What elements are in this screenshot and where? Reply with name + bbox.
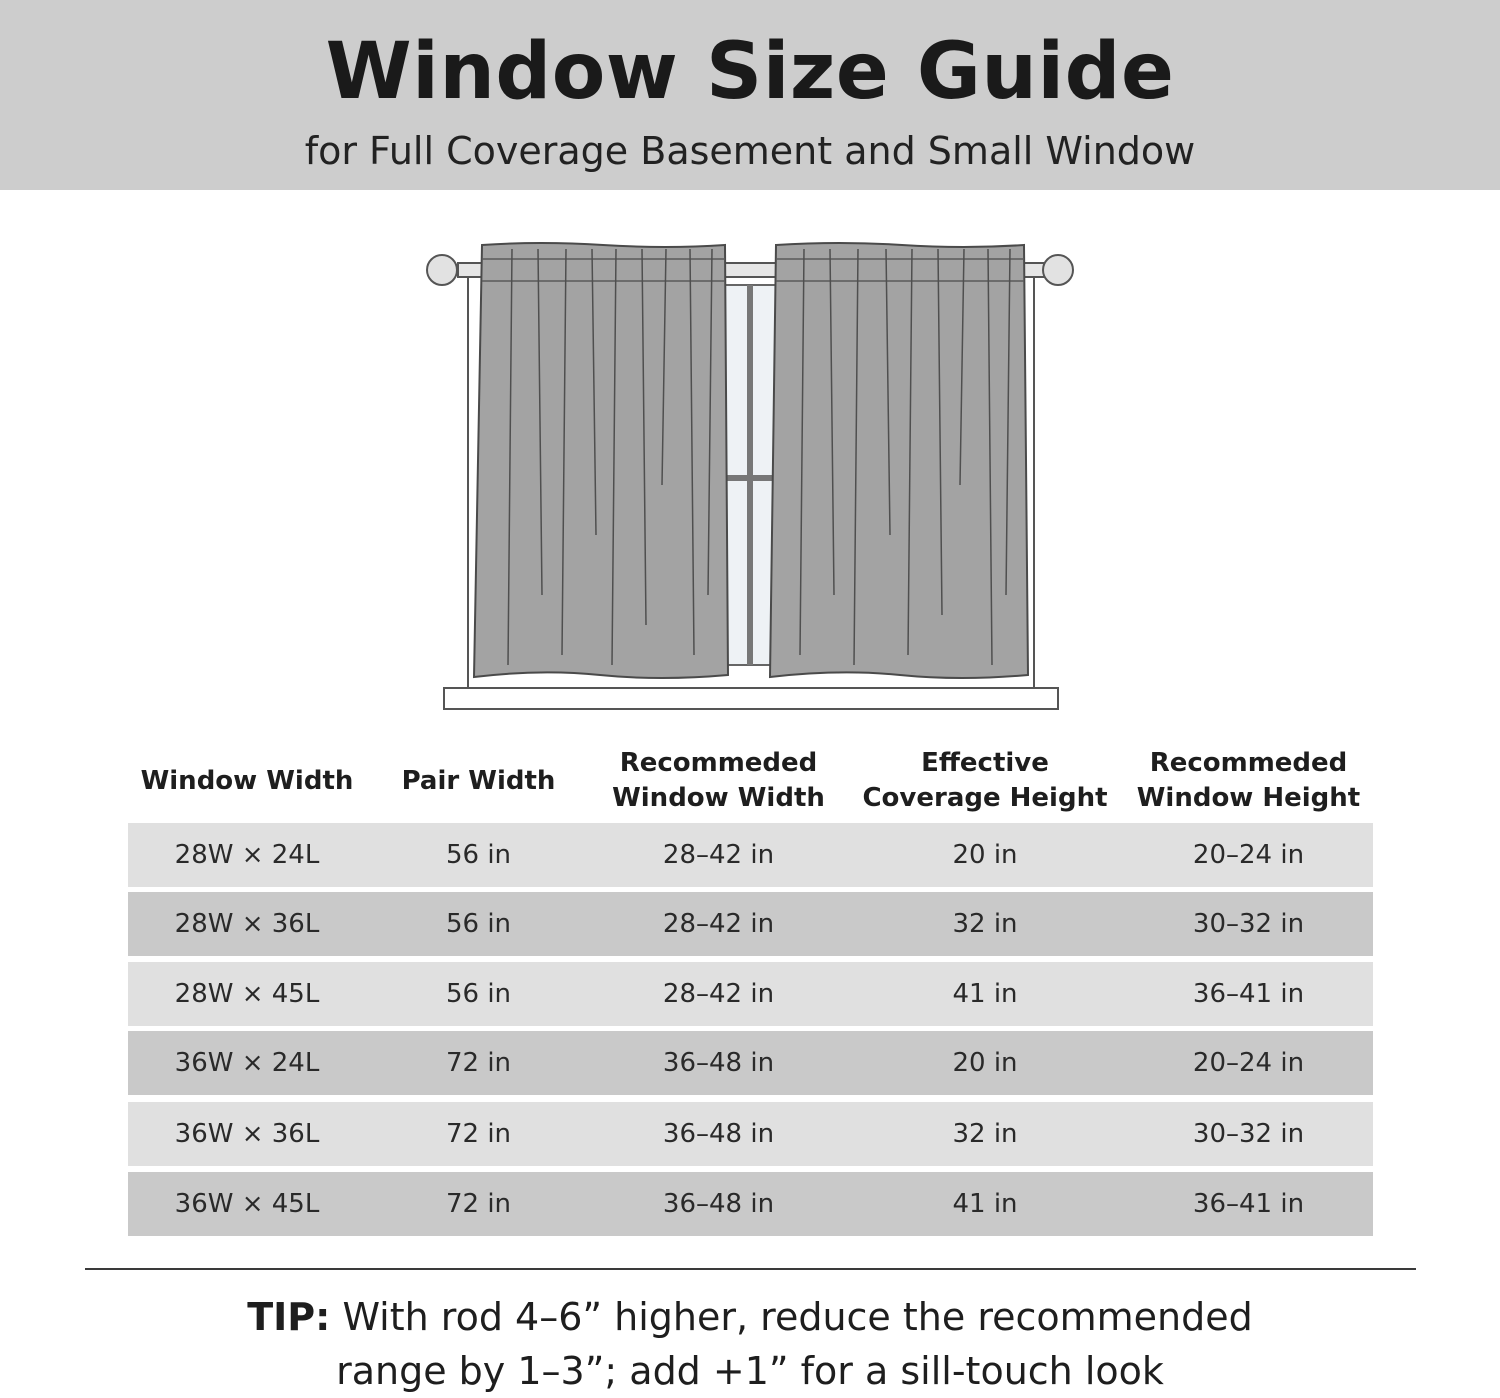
cell-coverage-height: 41 in <box>952 1189 1018 1219</box>
cell-recommended-width: 36–48 in <box>662 1189 775 1219</box>
size-table <box>128 740 1373 1219</box>
cell-recommended-width: 28–42 in <box>662 840 775 870</box>
header-recommended-window-width: Recommeded Window Width <box>612 748 825 813</box>
cell-recommended-height: 20–24 in <box>1192 840 1305 870</box>
rod-finial-left-icon <box>427 255 457 285</box>
table-row <box>128 1172 1373 1236</box>
table-row <box>128 1031 1373 1095</box>
tip-note <box>0 1290 1500 1398</box>
window-sill <box>444 688 1058 709</box>
cell-pair-width: 72 in <box>445 1119 512 1149</box>
cell-recommended-width: 28–42 in <box>662 909 775 939</box>
cell-window-width: 28W × 36L <box>174 909 320 939</box>
rod-finial-right-icon <box>1043 255 1073 285</box>
cell-recommended-height: 30–32 in <box>1192 1119 1305 1149</box>
tip-text-1: With rod 4–6” higher, reduce the recommended <box>330 1295 1253 1339</box>
header-pair-width: Pair Width <box>401 765 556 796</box>
table-row <box>128 892 1373 956</box>
cell-pair-width: 72 in <box>445 1048 512 1078</box>
cell-window-width: 28W × 45L <box>174 979 320 1009</box>
cell-pair-width: 56 in <box>445 909 512 939</box>
page-subtitle: for Full Coverage Basement and Small Window <box>304 129 1196 173</box>
tip-text-2: range by 1–3”; add +1” for a sill-touch look <box>336 1349 1164 1393</box>
page-title: Window Size Guide <box>325 27 1175 117</box>
header-recommended-window-height: Recommeded Window Height <box>1136 748 1361 813</box>
cell-window-width: 28W × 24L <box>174 840 320 870</box>
cell-recommended-height: 30–32 in <box>1192 909 1305 939</box>
table-header <box>128 740 1373 822</box>
cell-recommended-height: 36–41 in <box>1192 979 1305 1009</box>
curtain-window-illustration <box>420 235 1100 715</box>
table-row <box>128 1102 1373 1166</box>
cell-coverage-height: 20 in <box>952 1048 1018 1078</box>
header-effective-coverage-height: Effective Coverage Height <box>862 748 1108 813</box>
table-row <box>128 823 1373 887</box>
cell-coverage-height: 20 in <box>952 840 1018 870</box>
cell-pair-width: 56 in <box>445 979 512 1009</box>
section-divider <box>85 1268 1416 1270</box>
cell-recommended-width: 36–48 in <box>662 1048 775 1078</box>
cell-window-width: 36W × 45L <box>174 1189 320 1219</box>
cell-pair-width: 56 in <box>445 840 512 870</box>
cell-pair-width: 72 in <box>445 1189 512 1219</box>
cell-coverage-height: 32 in <box>952 1119 1018 1149</box>
tip-line-1 <box>0 1290 1500 1344</box>
tip-label: TIP: <box>247 1295 331 1339</box>
cell-recommended-width: 28–42 in <box>662 979 775 1009</box>
cell-window-width: 36W × 36L <box>174 1119 320 1149</box>
cell-coverage-height: 32 in <box>952 909 1018 939</box>
cell-coverage-height: 41 in <box>952 979 1018 1009</box>
header-window-width: Window Width <box>140 765 354 796</box>
header-banner <box>0 0 1500 190</box>
cell-recommended-width: 36–48 in <box>662 1119 775 1149</box>
cell-recommended-height: 20–24 in <box>1192 1048 1305 1078</box>
cell-window-width: 36W × 24L <box>174 1048 320 1078</box>
cell-recommended-height: 36–41 in <box>1192 1189 1305 1219</box>
table-row <box>128 962 1373 1026</box>
